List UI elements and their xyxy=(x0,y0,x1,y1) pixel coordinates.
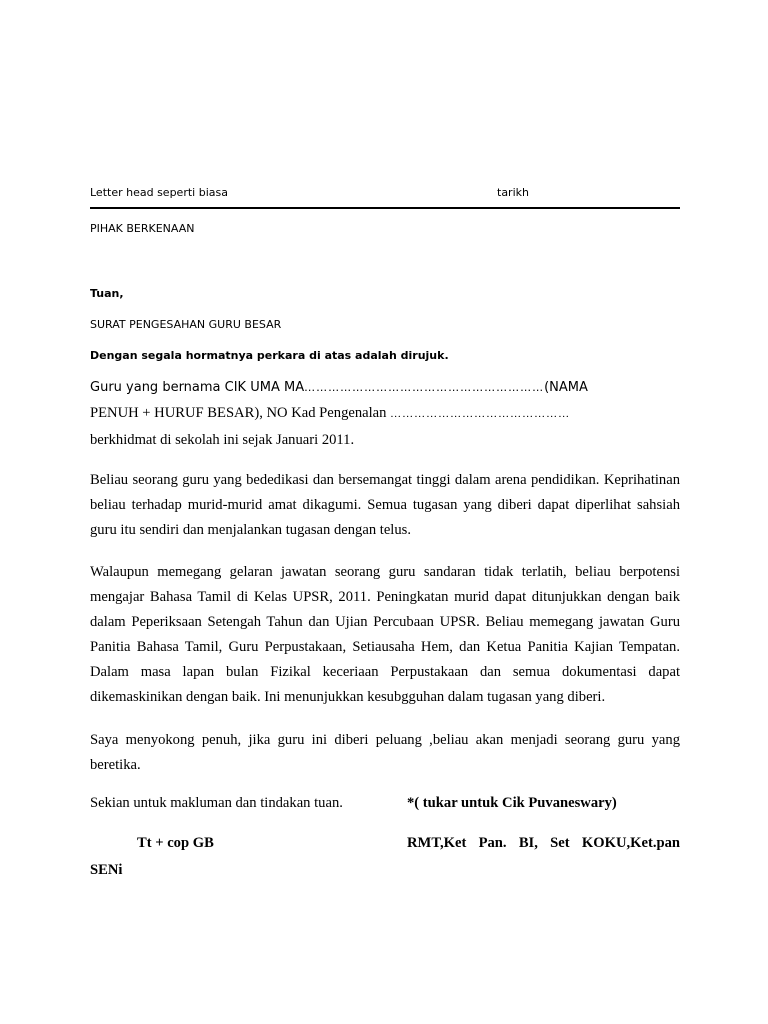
recipient: PIHAK BERKENAAN xyxy=(90,222,195,235)
closing-text: Sekian untuk makluman dan tindakan tuan. xyxy=(90,795,343,811)
header-divider xyxy=(90,207,680,209)
ic-fill-dots: ……………………………………… xyxy=(390,408,571,420)
intro-line-2 xyxy=(90,405,570,422)
ic-label: PENUH + HURUF BESAR), NO Kad Pengenalan xyxy=(90,405,391,421)
name-note: (NAMA xyxy=(544,380,588,395)
closing-note: *( tukar untuk Cik Puvaneswary) xyxy=(407,795,617,811)
intro-line-3: berkhidmat di sekolah ini sejak Januari 2011. xyxy=(90,432,355,448)
intro-line-1 xyxy=(90,380,588,395)
subject: SURAT PENGESAHAN GURU BESAR xyxy=(90,318,282,331)
teacher-name-text: Guru yang bernama CIK UMA MA xyxy=(90,380,305,395)
signature-continuation: SENi xyxy=(90,862,123,878)
date-label: tarikh xyxy=(497,186,529,199)
letterhead-text: Letter head seperti biasa xyxy=(90,186,228,199)
signature-right: RMT,Ket Pan. BI, Set KOKU,Ket.pan xyxy=(407,835,680,851)
signature-left: Tt + cop GB xyxy=(137,835,214,851)
paragraph-1: Beliau seorang guru yang bededikasi dan bersemangat tinggi dalam arena pendidikan. Keprihatinan beliau terhadap murid-murid amat dikagumi. Semua tugasan yang diberi dapat diperlihat sahsiah guru itu sendiri dan menjalankan tugasan dengan telus. xyxy=(90,472,680,538)
reference-line: Dengan segala hormatnya perkara di atas adalah dirujuk. xyxy=(90,349,449,362)
paragraph-2: Walaupun memegang gelaran jawatan seorang guru sandaran tidak terlatih, beliau berpotensi mengajar Bahasa Tamil di Kelas UPSR, 2011. Peningkatan murid dapat ditunjukkan dengan baik dalam Peperiksaan Setengah Tahun dan Ujian Percubaan UPSR. Beliau memegang jawatan Guru Panitia Bahasa Tamil, Guru Perpustakaan, Setiausaha Hem, dan Ketua Panitia Kajian Tempatan. Dalam masa lapan bulan Fizikal keceriaan Perpustakaan dan semua dokumentasi dapat dikemaskinikan dengan baik. Ini menunjukkan kesubgguhan dalam tugasan yang diberi. xyxy=(90,564,680,705)
salutation: Tuan, xyxy=(90,287,124,300)
name-fill-dots: …………………………………………………… xyxy=(304,381,545,394)
paragraph-3: Saya menyokong penuh, jika guru ini diberi peluang ,beliau akan menjadi seorang guru yang beretika. xyxy=(90,732,680,773)
